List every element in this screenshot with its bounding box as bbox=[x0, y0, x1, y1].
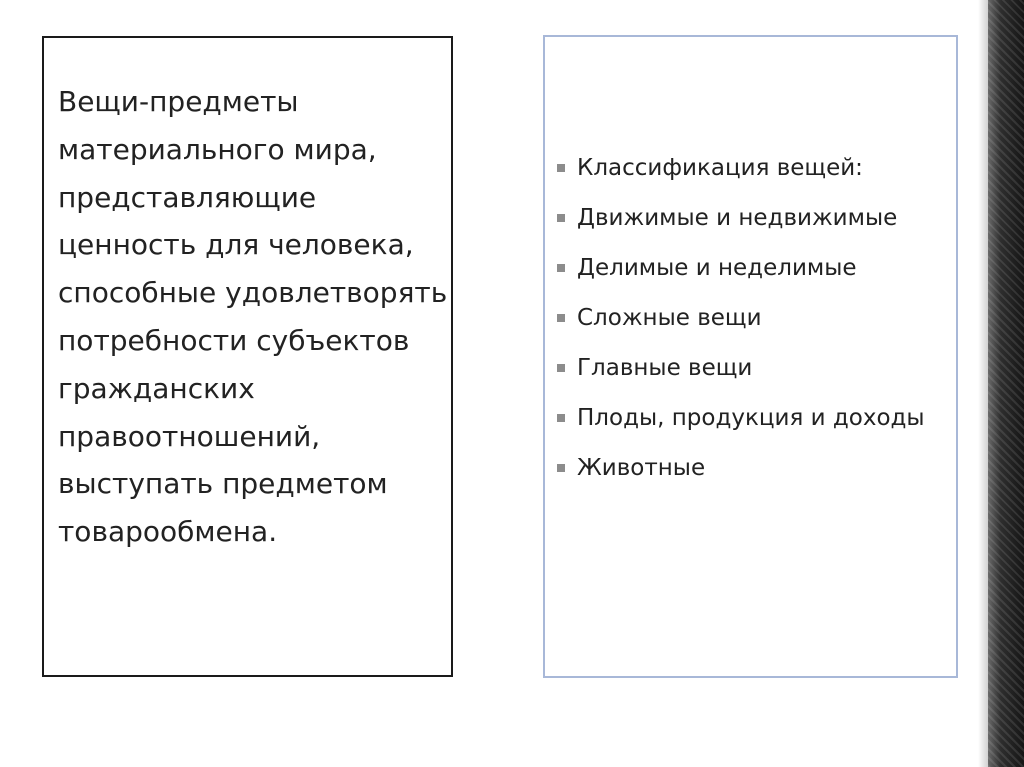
square-bullet-icon bbox=[557, 214, 565, 222]
definition-text: Вещи-предметы материального мира, представляющие ценность для человека, способные удовлетворять потребности субъектов гражданских правоотношений, выступать предметом товарообмена. bbox=[58, 85, 448, 549]
list-item bbox=[555, 399, 950, 438]
decorative-right-edge bbox=[988, 0, 1024, 767]
list-item bbox=[555, 249, 950, 288]
square-bullet-icon bbox=[557, 364, 565, 372]
square-bullet-icon bbox=[557, 414, 565, 422]
list-item-label: Главные вещи bbox=[577, 355, 753, 381]
list-item bbox=[555, 449, 950, 488]
square-bullet-icon bbox=[557, 314, 565, 322]
square-bullet-icon bbox=[557, 164, 565, 172]
list-item-label: Делимые и неделимые bbox=[577, 255, 857, 281]
classification-list bbox=[555, 149, 950, 499]
list-item-label: Классификация вещей: bbox=[577, 155, 863, 181]
list-item-label: Плоды, продукция и доходы bbox=[577, 405, 925, 431]
list-item bbox=[555, 349, 950, 388]
square-bullet-icon bbox=[557, 464, 565, 472]
definition-box bbox=[42, 36, 453, 677]
list-item bbox=[555, 149, 950, 188]
square-bullet-icon bbox=[557, 264, 565, 272]
list-item bbox=[555, 299, 950, 338]
classification-box bbox=[543, 35, 958, 678]
right-edge-shadow bbox=[978, 0, 988, 767]
list-item bbox=[555, 199, 950, 238]
list-item-label: Животные bbox=[577, 455, 706, 481]
list-item-label: Движимые и недвижимые bbox=[577, 205, 898, 231]
list-item-label: Сложные вещи bbox=[577, 305, 762, 331]
